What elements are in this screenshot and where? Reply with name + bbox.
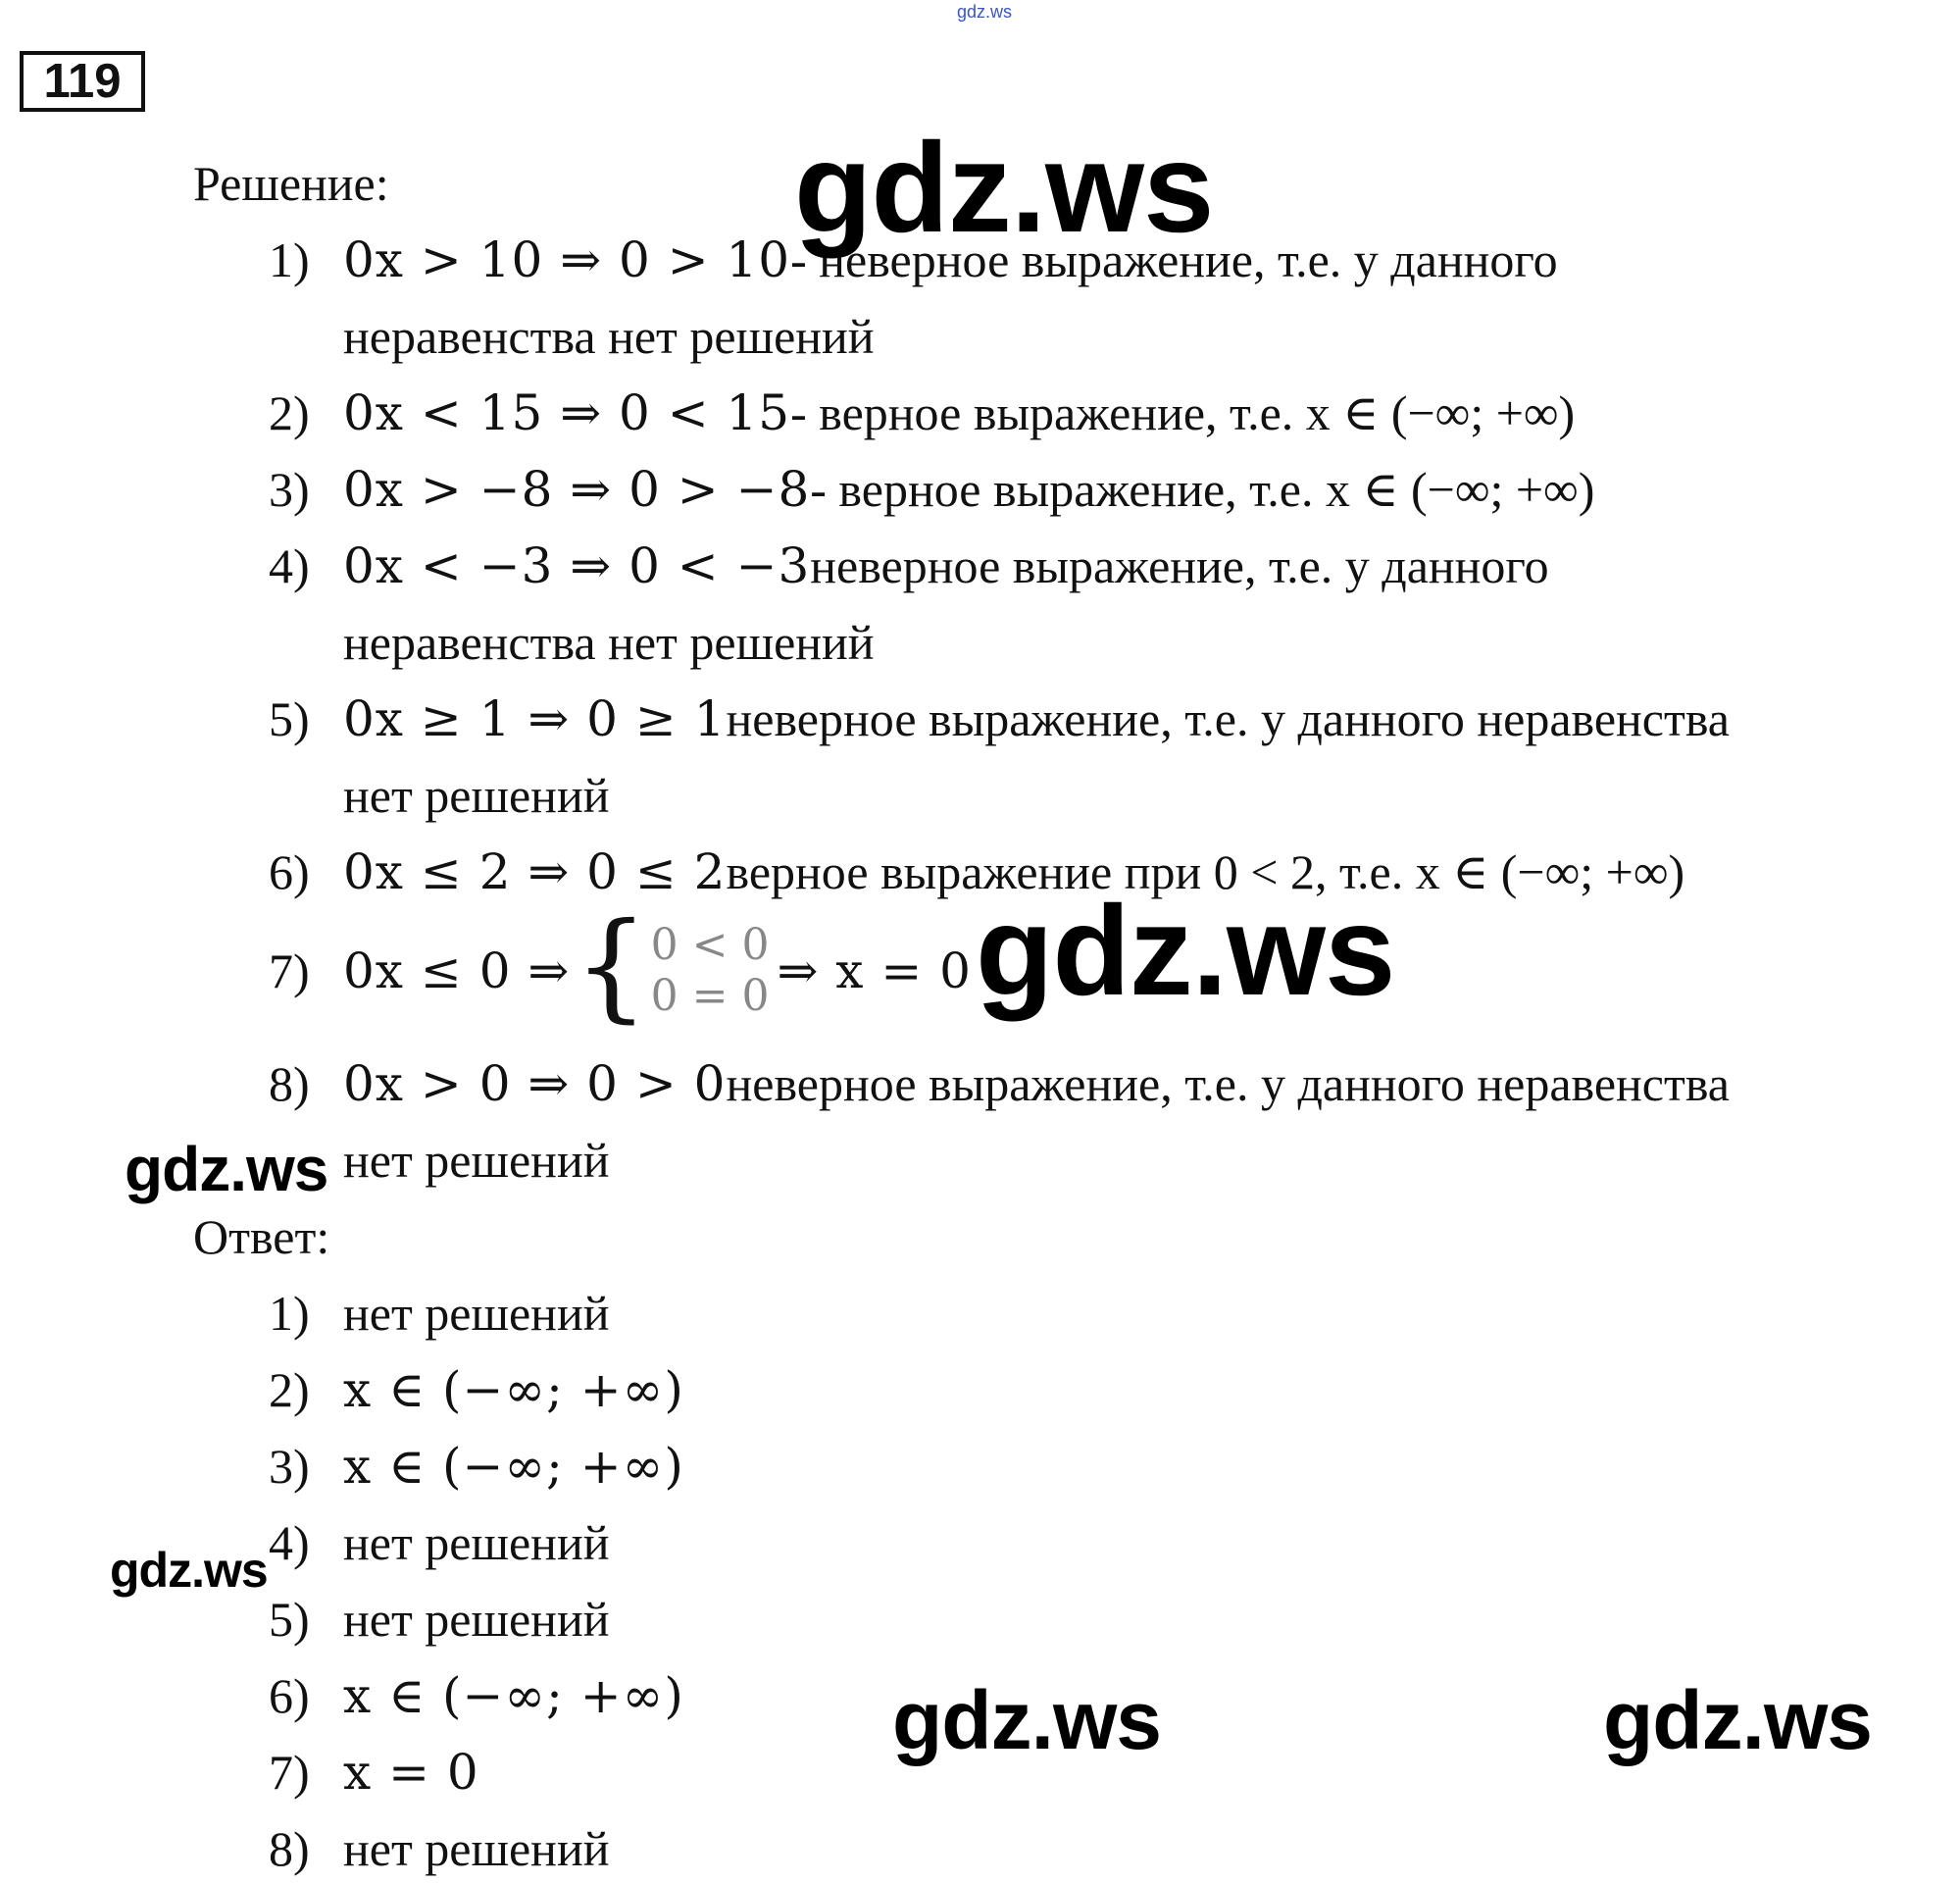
solution-8-text: неверное выражение, т.е. у данного неравенства — [726, 1056, 1730, 1111]
answer-4-number: 4) — [269, 1515, 310, 1570]
answer-6-text: x ∈ (−∞; +∞) — [343, 1667, 684, 1724]
solution-4-continuation: неравенства нет решений — [343, 615, 875, 670]
solution-3-number: 3) — [269, 462, 310, 517]
answer-2-text: x ∈ (−∞; +∞) — [343, 1361, 684, 1418]
solution-6-text: верное выражение при 0 < 2, т.е. x ∈ (−∞; +∞) — [726, 844, 1685, 899]
solution-2-text: - верное выражение, т.е. x ∈ (−∞; +∞) — [790, 385, 1576, 440]
answer-line-3 — [269, 1438, 684, 1495]
answer-8-text: нет решений — [343, 1821, 610, 1876]
solution-2-number: 2) — [269, 385, 310, 440]
answer-line-8 — [269, 1821, 610, 1876]
solution-heading: Решение: — [193, 156, 389, 211]
solution-8-continuation: нет решений — [343, 1133, 610, 1188]
watermark-middle: gdz.ws — [976, 879, 1395, 1022]
solution-line-4 — [269, 537, 1549, 594]
answer-5-number: 5) — [269, 1592, 310, 1647]
solution-6-math: 0x ≤ 2 ⇒ 0 ≤ 2 — [343, 843, 727, 900]
answer-1-text: нет решений — [343, 1286, 610, 1341]
solution-line-7 — [269, 898, 972, 1035]
answer-line-5 — [269, 1592, 610, 1647]
watermark-top: gdz.ws — [794, 116, 1214, 259]
top-watermark-text: gdz.ws — [957, 2, 1013, 22]
answer-6-number: 6) — [269, 1668, 310, 1723]
solution-4-number: 4) — [269, 538, 310, 593]
solution-5-math: 0x ≥ 1 ⇒ 0 ≥ 1 — [343, 690, 727, 747]
problem-number-box: 119 — [20, 51, 145, 112]
watermark-bottom-right: gdz.ws — [1603, 1674, 1873, 1766]
solution-line-3 — [269, 461, 1595, 518]
answer-8-number: 8) — [269, 1821, 310, 1876]
solution-5-text: неверное выражение, т.е. у данного неравенства — [726, 691, 1730, 746]
solution-7-right-math: ⇒ x = 0 — [777, 942, 972, 999]
solution-line-8 — [269, 1055, 1730, 1112]
solution-4-math: 0x < −3 ⇒ 0 < −3 — [343, 537, 811, 594]
answer-line-4 — [269, 1515, 610, 1570]
answer-2-number: 2) — [269, 1362, 310, 1417]
answer-7-number: 7) — [269, 1745, 310, 1800]
solution-7-left-math: 0x ≤ 0 ⇒ — [343, 942, 571, 999]
answer-line-1 — [269, 1286, 610, 1341]
left-brace-icon: { — [574, 898, 649, 1035]
answer-4-text: нет решений — [343, 1515, 610, 1570]
solution-8-math: 0x > 0 ⇒ 0 > 0 — [343, 1055, 727, 1112]
solution-7-system — [574, 898, 770, 1035]
answer-7-text: x = 0 — [343, 1744, 479, 1801]
solution-1-math: 0x > 10 ⇒ 0 > 10 — [343, 231, 791, 288]
solution-6-number: 6) — [269, 844, 310, 899]
solution-7-system-line-2: 0 = 0 — [650, 971, 770, 1021]
watermark-left-2: gdz.ws — [110, 1543, 268, 1598]
answer-3-text: x ∈ (−∞; +∞) — [343, 1438, 684, 1495]
watermark-left-1: gdz.ws — [125, 1134, 328, 1204]
solution-8-number: 8) — [269, 1056, 310, 1111]
solution-7-system-line-1: 0 < 0 — [650, 920, 770, 970]
answer-5-text: нет решений — [343, 1592, 610, 1647]
answer-line-2 — [269, 1361, 684, 1418]
answer-3-number: 3) — [269, 1439, 310, 1494]
answer-1-number: 1) — [269, 1286, 310, 1341]
solution-1-text: - неверное выражение, т.е. у данного — [790, 232, 1558, 287]
solution-4-text: неверное выражение, т.е. у данного — [810, 538, 1549, 593]
solution-3-math: 0x > −8 ⇒ 0 > −8 — [343, 461, 811, 518]
answer-heading: Ответ: — [193, 1209, 330, 1264]
solution-1-number: 1) — [269, 232, 310, 287]
solution-1-continuation: неравенства нет решений — [343, 309, 875, 364]
solution-7-system-lines — [650, 920, 770, 1021]
solution-3-text: - верное выражение, т.е. x ∈ (−∞; +∞) — [810, 462, 1595, 517]
answer-line-6 — [269, 1667, 684, 1724]
solution-5-continuation: нет решений — [343, 768, 610, 823]
solution-line-5 — [269, 690, 1730, 747]
watermark-bottom-center: gdz.ws — [892, 1674, 1162, 1766]
solution-5-number: 5) — [269, 691, 310, 746]
solution-line-2 — [269, 384, 1576, 441]
solution-7-number: 7) — [269, 943, 310, 998]
answer-line-7 — [269, 1744, 479, 1801]
solution-2-math: 0x < 15 ⇒ 0 < 15 — [343, 384, 791, 441]
